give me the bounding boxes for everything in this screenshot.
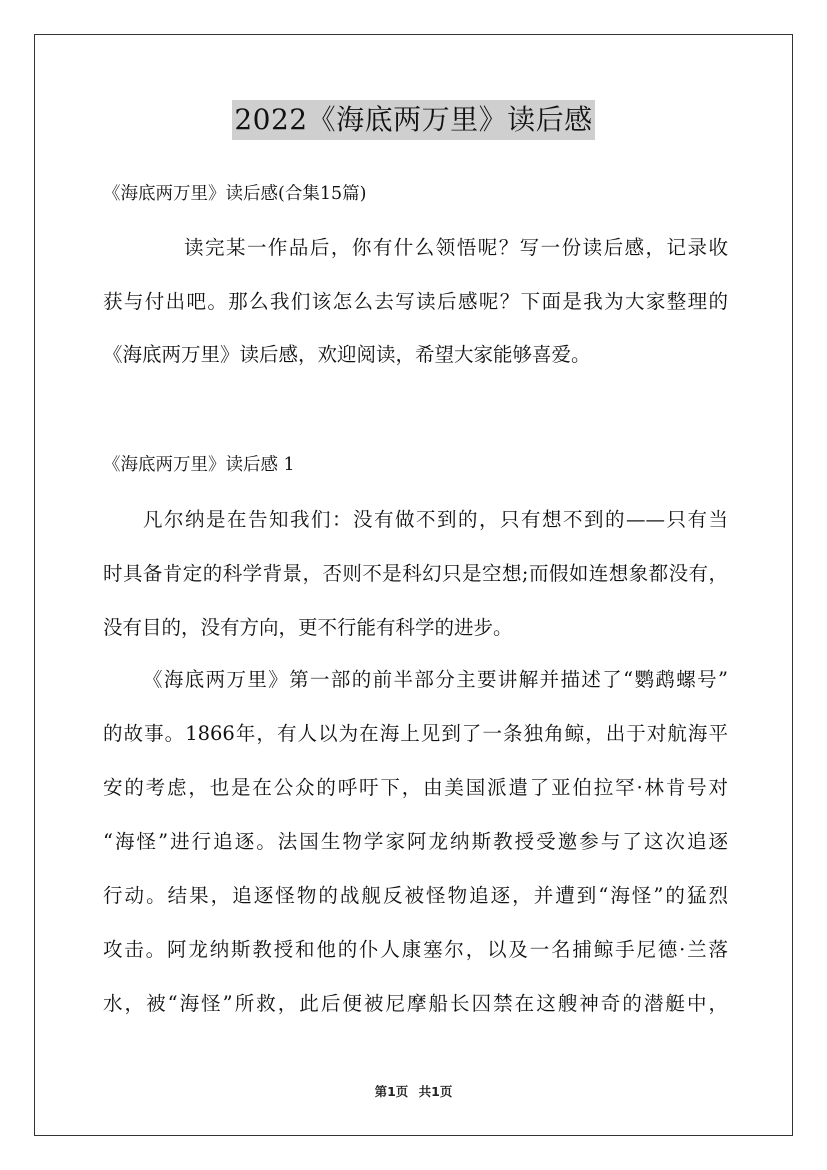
paragraph-line: 时具备肯定的科学背景，否则不是科幻只是空想;而假如连想象都没有， <box>103 562 728 585</box>
intro-line: 读完某一作品后，你有什么领悟呢？写一份读后感，记录收 <box>184 236 728 259</box>
intro-line: 《海底两万里》读后感，欢迎阅读，希望大家能够喜爱。 <box>103 343 591 366</box>
paragraph-line: 行动。结果，追逐怪物的战舰反被怪物追逐，并遭到“海怪”的猛烈 <box>103 884 728 907</box>
page-footer <box>0 1082 827 1100</box>
paragraph-line: 凡尔纳是在告知我们：没有做不到的，只有想不到的——只有当 <box>143 508 728 531</box>
title-container <box>0 100 827 140</box>
document-subtitle: 《海底两万里》读后感(合集15篇) <box>103 184 367 204</box>
paragraph-line: “海怪”进行追逐。法国生物学家阿龙纳斯教授受邀参与了这次追逐 <box>103 830 728 853</box>
section-heading: 《海底两万里》读后感 1 <box>103 455 295 475</box>
paragraph-line: 安的考虑，也是在公众的呼吁下，由美国派遣了亚伯拉罕·林肯号对 <box>103 776 728 799</box>
paragraph-line: 《海底两万里》第一部的前半部分主要讲解并描述了“鹦鹉螺号” <box>143 668 728 691</box>
paragraph-line: 的故事。1866年，有人以为在海上见到了一条独角鲸，出于对航海平 <box>103 722 728 745</box>
intro-line: 获与付出吧。那么我们该怎么去写读后感呢？下面是我为大家整理的 <box>103 290 728 313</box>
page-total: 共1页 <box>418 1084 453 1099</box>
document-title: 2022《海底两万里》读后感 <box>232 100 594 140</box>
paragraph-line: 没有目的，没有方向，更不行能有科学的进步。 <box>103 616 513 639</box>
paragraph-line: 攻击。阿龙纳斯教授和他的仆人康塞尔，以及一名捕鲸手尼德·兰落 <box>103 938 728 961</box>
paragraph-line: 水，被“海怪”所救，此后便被尼摩船长囚禁在这艘神奇的潜艇中， <box>103 992 728 1015</box>
page-number: 第1页 <box>374 1084 409 1099</box>
